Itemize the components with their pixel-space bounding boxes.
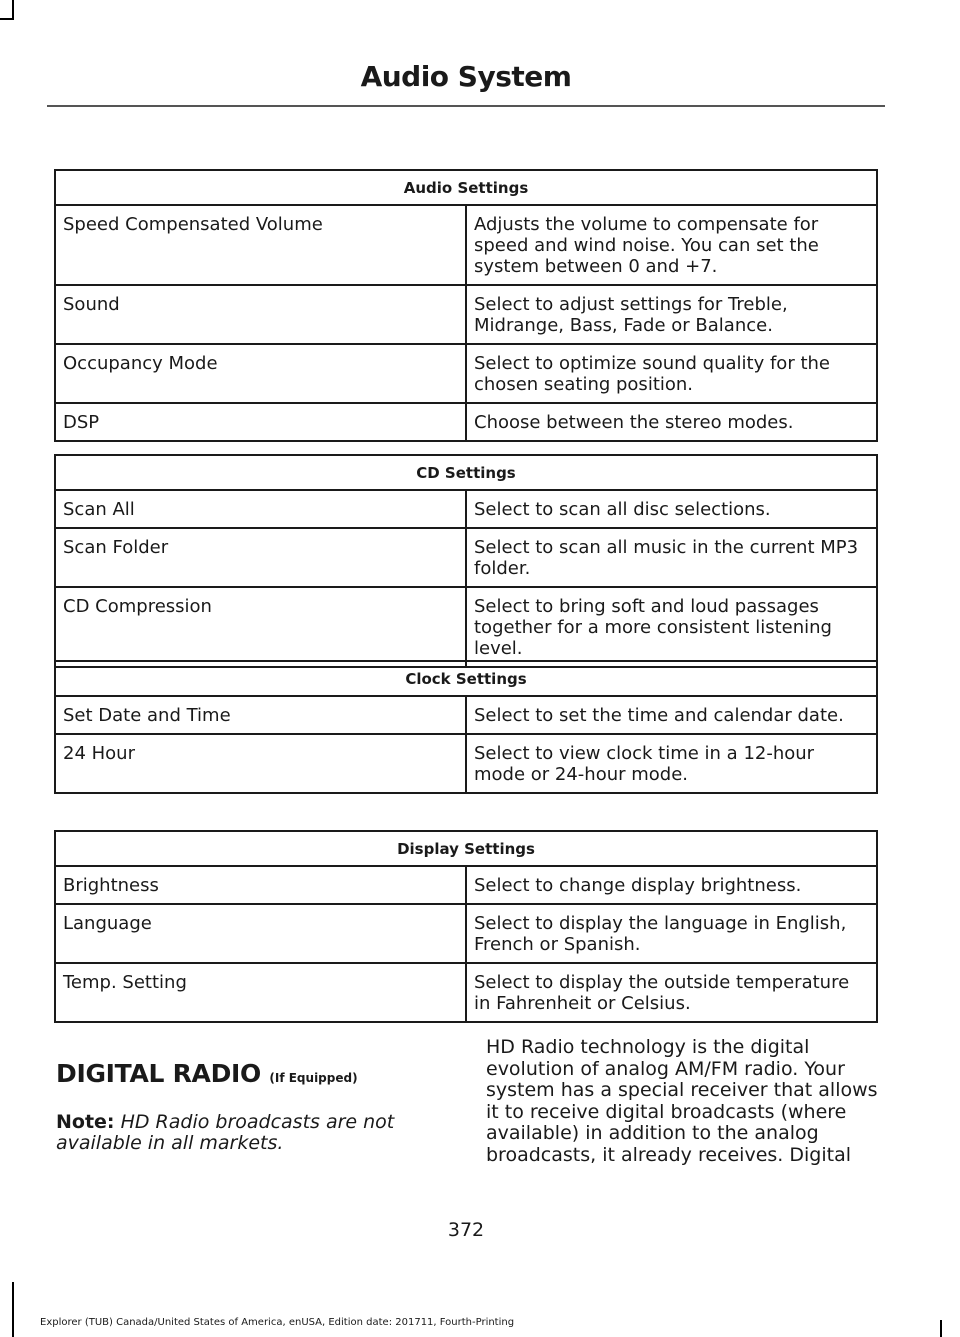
table-row bbox=[55, 528, 877, 587]
row-label: Language bbox=[55, 904, 466, 963]
row-description: Select to display the outside temperature in Fahrenheit or Celsius. bbox=[466, 963, 877, 1022]
audio-settings-table bbox=[54, 169, 878, 442]
footer-edition: Explorer (TUB) Canada/United States of America, enUSA, Edition date: 201711, Fourth-Printing bbox=[40, 1317, 515, 1328]
table-row bbox=[55, 344, 877, 403]
crop-mark-top-left bbox=[12, 0, 14, 20]
row-label: Speed Compensated Volume bbox=[55, 205, 466, 285]
note-text: HD Radio broadcasts are not available in all markets. bbox=[56, 1110, 395, 1154]
row-label: Sound bbox=[55, 285, 466, 344]
table-title: Audio Settings bbox=[55, 170, 877, 205]
row-description: Select to scan all disc selections. bbox=[466, 490, 877, 528]
table-row bbox=[55, 403, 877, 441]
row-label: Set Date and Time bbox=[55, 696, 466, 734]
section-heading bbox=[56, 1059, 416, 1090]
table-row bbox=[55, 963, 877, 1022]
page-title: Audio System bbox=[360, 60, 572, 93]
table-row bbox=[55, 734, 877, 793]
table-row bbox=[55, 285, 877, 344]
row-description: Select to bring soft and loud passages together for a more consistent listening level. bbox=[466, 587, 877, 667]
row-description: Select to display the language in English, French or Spanish. bbox=[466, 904, 877, 963]
crop-mark-bottom-right bbox=[940, 1320, 942, 1337]
section-heading-text: DIGITAL RADIO bbox=[56, 1059, 261, 1088]
table-row bbox=[55, 205, 877, 285]
crop-mark-top-left-h bbox=[0, 18, 14, 20]
row-description: Adjusts the volume to compensate for speed and wind noise. You can set the system between 0 and +7. bbox=[466, 205, 877, 285]
table-row bbox=[55, 490, 877, 528]
left-column bbox=[56, 1059, 416, 1155]
table-title: Clock Settings bbox=[55, 661, 877, 696]
row-label: Temp. Setting bbox=[55, 963, 466, 1022]
row-label: 24 Hour bbox=[55, 734, 466, 793]
row-description: Select to scan all music in the current MP3 folder. bbox=[466, 528, 877, 587]
crop-mark-bottom-left bbox=[12, 1282, 14, 1337]
page-number: 372 bbox=[447, 1219, 485, 1241]
row-description: Select to set the time and calendar date. bbox=[466, 696, 877, 734]
table-title: CD Settings bbox=[55, 455, 877, 490]
row-description: Choose between the stereo modes. bbox=[466, 403, 877, 441]
row-label: Brightness bbox=[55, 866, 466, 904]
display-settings-table bbox=[54, 830, 878, 1023]
table-row bbox=[55, 866, 877, 904]
header-rule bbox=[47, 105, 885, 107]
table-title: Display Settings bbox=[55, 831, 877, 866]
right-column bbox=[486, 1037, 880, 1166]
row-description: Select to optimize sound quality for the chosen seating position. bbox=[466, 344, 877, 403]
note-label: Note: bbox=[56, 1110, 115, 1133]
cd-settings-table bbox=[54, 454, 878, 668]
table-row bbox=[55, 587, 877, 667]
row-description: Select to change display brightness. bbox=[466, 866, 877, 904]
table-row bbox=[55, 904, 877, 963]
if-equipped-label: (If Equipped) bbox=[269, 1071, 358, 1085]
row-label: CD Compression bbox=[55, 587, 466, 667]
body-paragraph: HD Radio technology is the digital evolution of analog AM/FM radio. Your system has a special receiver that allows it to receive digital broadcasts (where available) in addition to the analog broadcasts, it already receives. Digital bbox=[486, 1036, 878, 1166]
note bbox=[56, 1112, 416, 1155]
clock-settings-table bbox=[54, 660, 878, 794]
row-description: Select to adjust settings for Treble, Midrange, Bass, Fade or Balance. bbox=[466, 285, 877, 344]
row-label: DSP bbox=[55, 403, 466, 441]
row-label: Scan Folder bbox=[55, 528, 466, 587]
row-label: Occupancy Mode bbox=[55, 344, 466, 403]
row-description: Select to view clock time in a 12-hour mode or 24-hour mode. bbox=[466, 734, 877, 793]
table-row bbox=[55, 696, 877, 734]
row-label: Scan All bbox=[55, 490, 466, 528]
